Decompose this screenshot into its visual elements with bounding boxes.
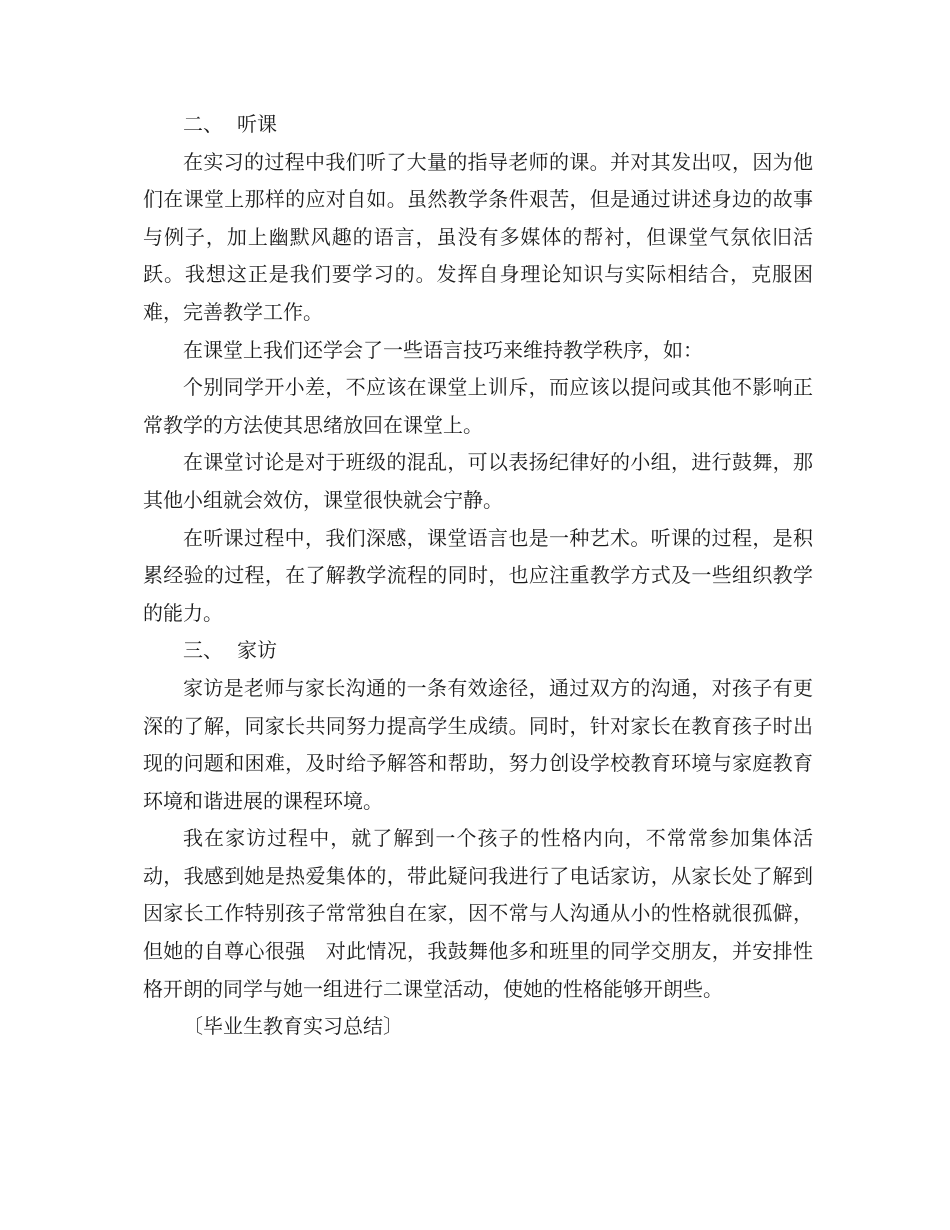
section-title: 家访: [237, 638, 277, 663]
footer-note: 〔毕业生教育实习总结〕: [183, 1014, 403, 1039]
paragraph: 在实习的过程中我们听了大量的指导老师的课。并对其发出叹，因为他们在课堂上那样的应对自如。虽然教学条件艰苦，但是通过讲述身边的故事与例子，加上幽默风趣的语言，虽没有多媒体的帮衬，但课堂气氛依旧活跃。我想这正是我们要学习的。发挥自身理论知识与实际相结合，克服困难，完善教学工作。: [143, 149, 813, 324]
section-number: 二、: [183, 112, 223, 136]
paragraph: 在课堂讨论是对于班级的混乱，可以表扬纪律好的小组，进行鼓舞，那其他小组就会效仿，课堂很快就会宁静。: [143, 450, 813, 512]
paragraph: 个别同学开小差，不应该在课堂上训斥，而应该以提问或其他不影响正常教学的方法使其思绪放回在课堂上。: [143, 375, 813, 437]
section-heading-listen: [143, 106, 813, 144]
section-number: 三、: [183, 638, 223, 663]
paragraph: 在课堂上我们还学会了一些语言技巧来维持教学秩序，如：: [183, 337, 703, 362]
paragraph: 家访是老师与家长沟通的一条有效途径，通过双方的沟通，对孩子有更深的了解，同家长共同努力提高学生成绩。同时，针对家长在教育孩子时出现的问题和困难，及时给予解答和帮助，努力创设学校教育环境与家庭教育环境和谐进展的课程环境。: [143, 675, 813, 813]
section-title: 听课: [237, 112, 277, 136]
paragraph: 我在家访过程中，就了解到一个孩子的性格内向，不常常参加集体活动，我感到她是热爱集体的，带此疑问我进行了电话家访，从家长处了解到因家长工作特别孩子常常独自在家，因不常与人沟通从小的性格就很孤僻，但她的自尊心很强 对此情况，我鼓舞他多和班里的同学交朋友，并安排性格开朗的同学与她一组进行二课堂活动，使她的性格能够开朗些。: [143, 826, 813, 1001]
paragraph: 在听课过程中，我们深感，课堂语言也是一种艺术。听课的过程，是积累经验的过程，在了解教学流程的同时，也应注重教学方式及一些组织教学的能力。: [143, 525, 813, 625]
document-body: [143, 106, 813, 1046]
section-heading-visit: [143, 632, 813, 670]
